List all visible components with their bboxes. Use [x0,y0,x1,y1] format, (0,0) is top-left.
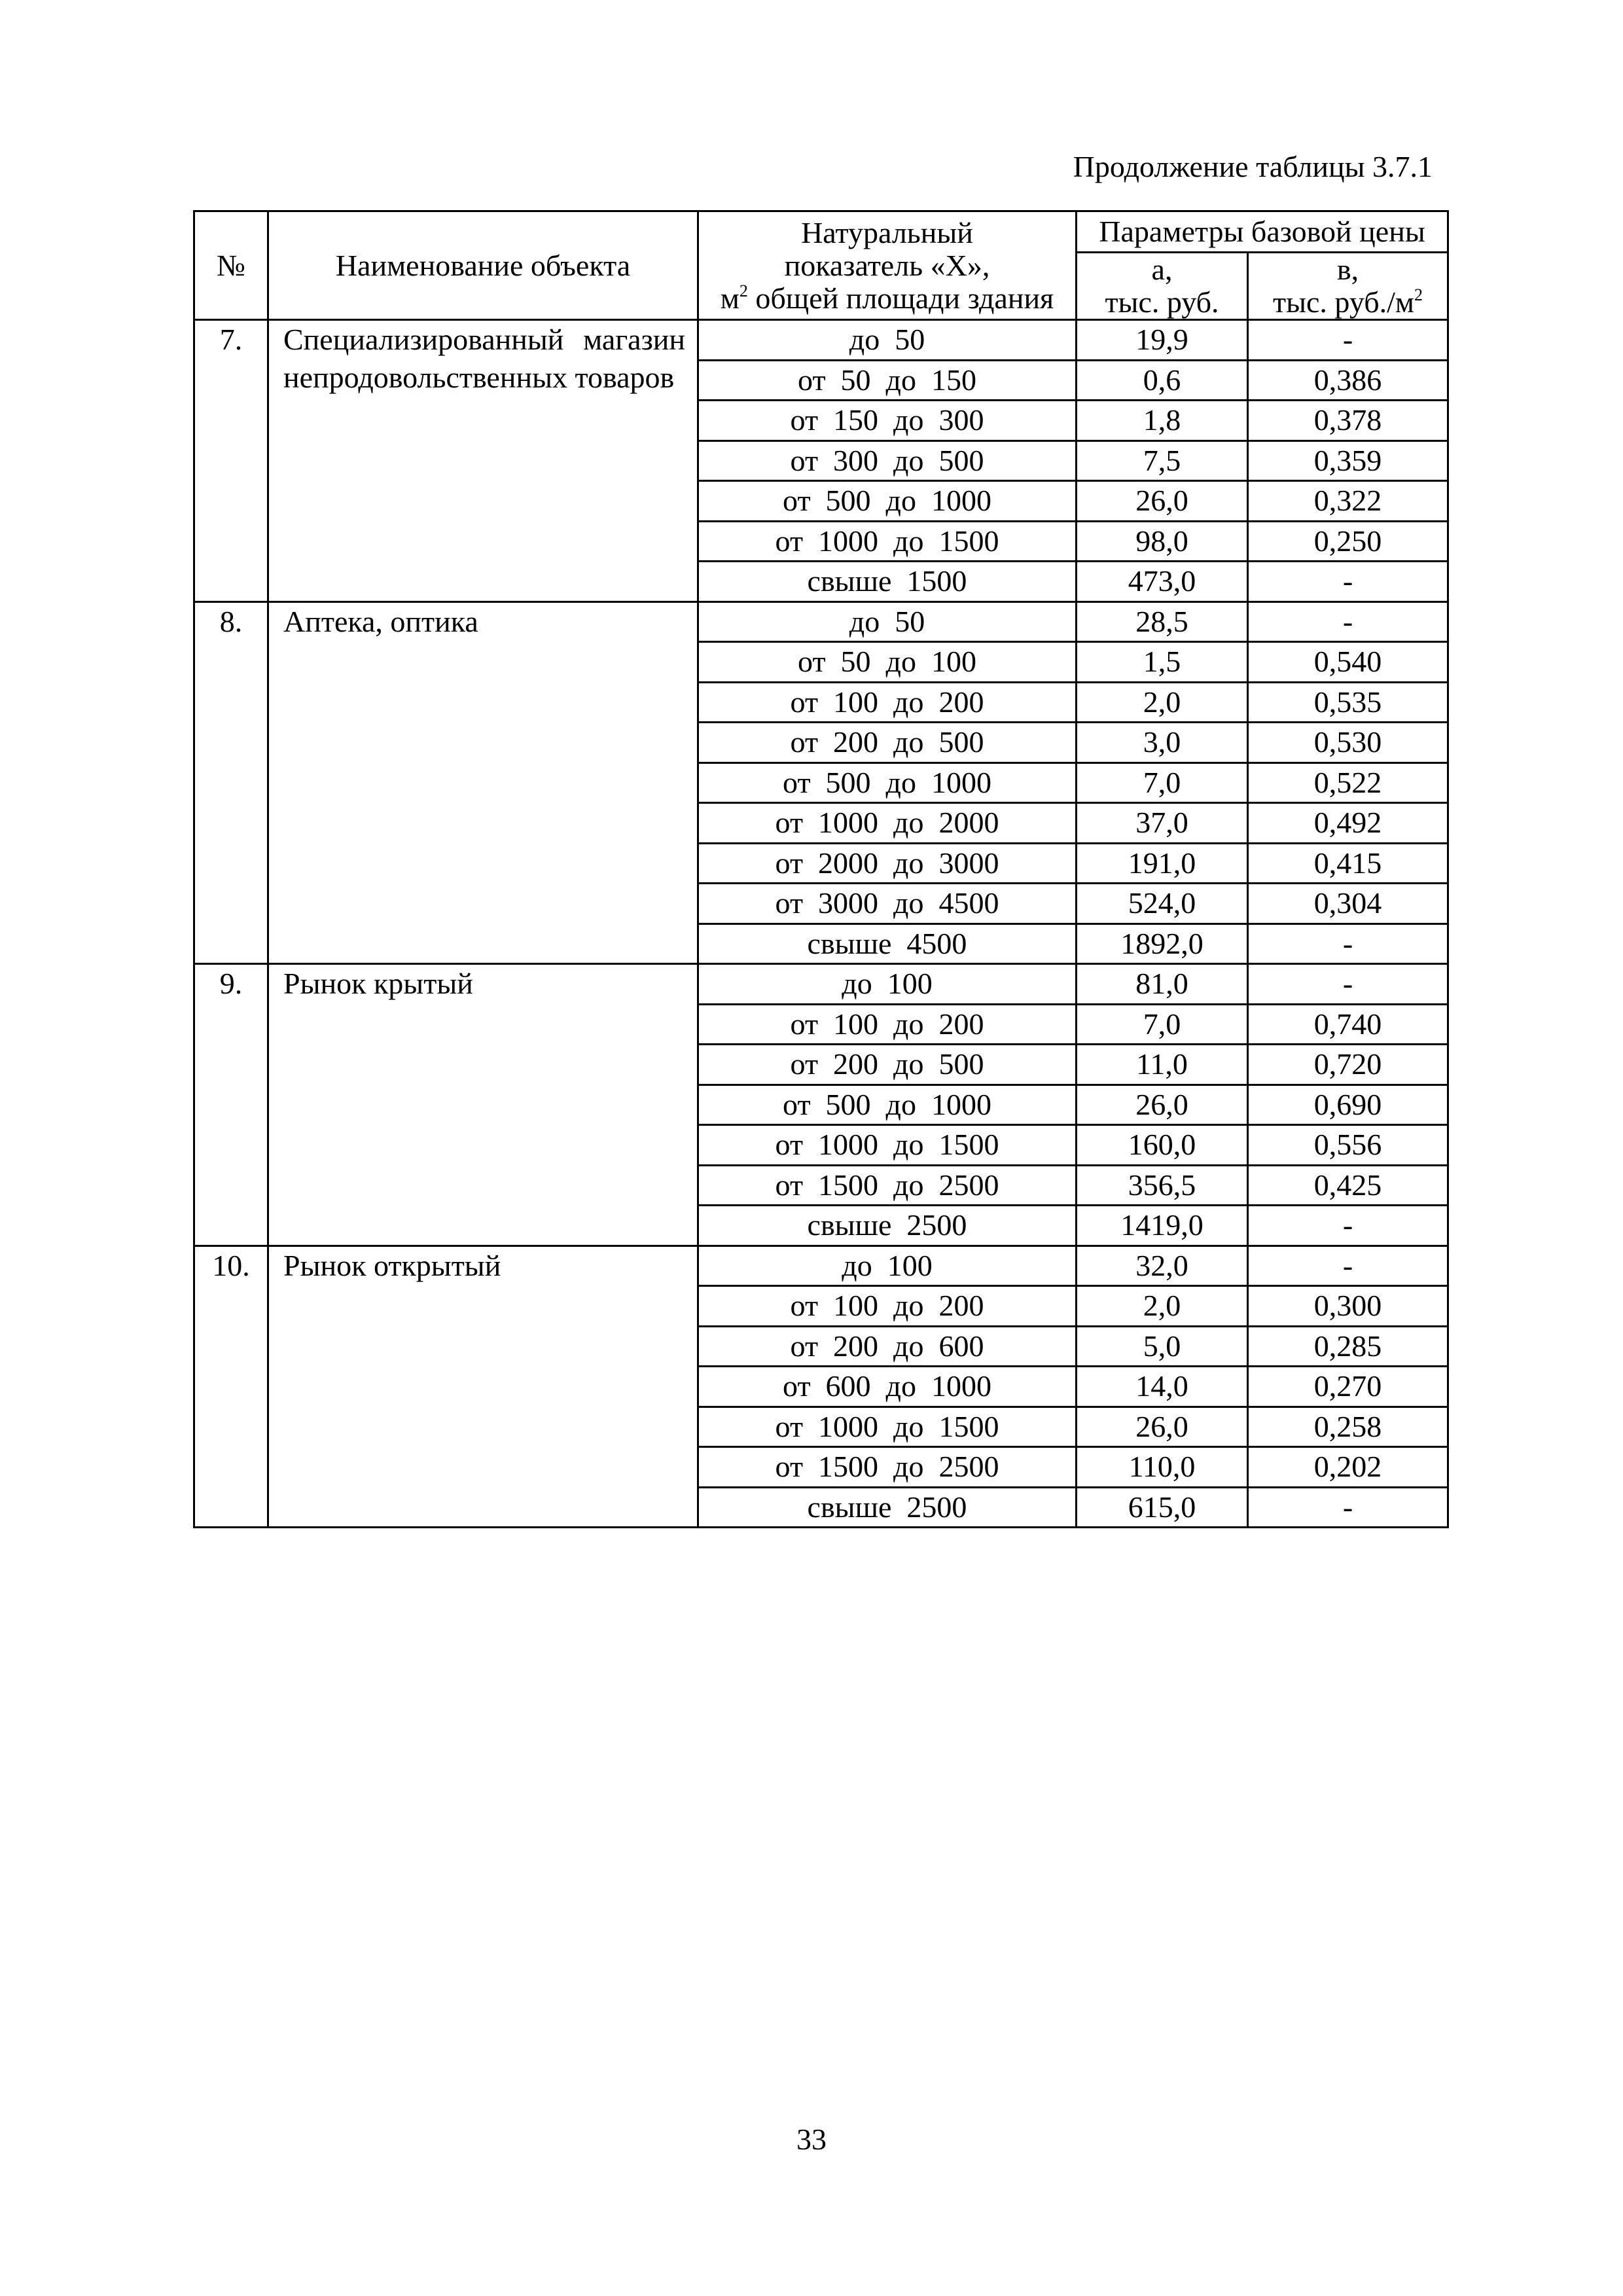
param-a-cell: 14,0 [1077,1367,1248,1407]
area-range-cell: до 50 [698,601,1077,642]
param-a-cell: 81,0 [1077,964,1248,1005]
param-b-cell: 0,359 [1248,440,1448,481]
param-a-cell: 5,0 [1077,1326,1248,1367]
param-a-cell: 1419,0 [1077,1206,1248,1246]
param-b-cell: 0,415 [1248,843,1448,884]
area-range-cell: до 50 [698,320,1077,361]
area-range-cell: свыше 1500 [698,562,1077,602]
param-b-cell: - [1248,601,1448,642]
group-number: 8. [194,601,268,964]
param-a-cell: 2,0 [1077,1286,1248,1327]
param-a-cell: 2,0 [1077,682,1248,723]
param-b-cell: 0,304 [1248,884,1448,924]
header-params: Параметры базовой цены [1077,211,1448,253]
param-b-cell: - [1248,924,1448,964]
price-table [193,210,1449,1528]
area-range-cell: до 100 [698,964,1077,1005]
param-a-cell: 7,0 [1077,1004,1248,1045]
area-range-cell: от 50 до 100 [698,642,1077,683]
header-indicator-line1: Натуральный [801,215,973,249]
table-row [194,964,1448,1005]
param-a-cell: 191,0 [1077,843,1248,884]
param-a-cell: 7,5 [1077,440,1248,481]
group-number: 10. [194,1246,268,1528]
area-range-cell: от 1000 до 1500 [698,1125,1077,1166]
header-a-line2: тыс. руб. [1105,285,1219,319]
param-a-cell: 356,5 [1077,1165,1248,1206]
param-a-cell: 3,0 [1077,723,1248,763]
param-b-cell: 0,556 [1248,1125,1448,1166]
param-b-cell: 0,522 [1248,762,1448,803]
area-range-cell: от 2000 до 3000 [698,843,1077,884]
param-b-cell: 0,258 [1248,1407,1448,1447]
area-range-cell: до 100 [698,1246,1077,1286]
param-b-cell: - [1248,1246,1448,1286]
param-a-cell: 11,0 [1077,1045,1248,1085]
area-range-cell: от 1000 до 1500 [698,1407,1077,1447]
param-b-cell: 0,322 [1248,481,1448,522]
param-a-cell: 615,0 [1077,1487,1248,1528]
table-row [194,320,1448,361]
area-range-cell: от 150 до 300 [698,401,1077,441]
header-indicator [698,211,1077,320]
param-b-cell: 0,720 [1248,1045,1448,1085]
param-a-cell: 26,0 [1077,1407,1248,1447]
area-range-cell: свыше 2500 [698,1206,1077,1246]
header-indicator-text: общей площади здания [747,281,1054,315]
table-caption: Продолжение таблицы 3.7.1 [1073,150,1433,183]
header-a-line1: а, [1151,253,1173,286]
header-indicator-sup: 2 [739,281,748,300]
header-name: Наименование объекта [268,211,698,320]
param-b-cell: 0,285 [1248,1326,1448,1367]
param-a-cell: 524,0 [1077,884,1248,924]
param-b-cell: 0,378 [1248,401,1448,441]
param-b-cell: 0,386 [1248,360,1448,401]
area-range-cell: от 1500 до 2500 [698,1447,1077,1488]
object-name: Аптека, оптика [268,601,698,964]
page-number: 33 [796,2123,827,2156]
area-range-cell: от 200 до 500 [698,1045,1077,1085]
area-range-cell: свыше 2500 [698,1487,1077,1528]
param-a-cell: 26,0 [1077,481,1248,522]
table-row [194,1246,1448,1286]
area-range-cell: от 600 до 1000 [698,1367,1077,1407]
area-range-cell: от 500 до 1000 [698,1085,1077,1125]
header-num: № [194,211,268,320]
header-b-unit: тыс. руб./м [1273,285,1415,319]
area-range-cell: от 500 до 1000 [698,481,1077,522]
area-range-cell: от 200 до 600 [698,1326,1077,1367]
header-indicator-line2: показатель «Х», [784,248,990,282]
param-b-cell: 0,690 [1248,1085,1448,1125]
area-range-cell: от 100 до 200 [698,1004,1077,1045]
area-range-cell: от 3000 до 4500 [698,884,1077,924]
area-range-cell: от 1000 до 1500 [698,521,1077,562]
area-range-cell: от 500 до 1000 [698,762,1077,803]
table-row [194,601,1448,642]
param-a-cell: 28,5 [1077,601,1248,642]
header-a [1077,253,1248,320]
param-a-cell: 1892,0 [1077,924,1248,964]
param-b-cell: 0,530 [1248,723,1448,763]
param-a-cell: 7,0 [1077,762,1248,803]
param-b-cell: - [1248,320,1448,361]
area-range-cell: от 50 до 150 [698,360,1077,401]
param-a-cell: 98,0 [1077,521,1248,562]
param-a-cell: 473,0 [1077,562,1248,602]
header-b-line2 [1249,286,1447,319]
area-range-cell: от 300 до 500 [698,440,1077,481]
param-b-cell: - [1248,1487,1448,1528]
param-a-cell: 32,0 [1077,1246,1248,1286]
group-number: 9. [194,964,268,1246]
param-a-cell: 37,0 [1077,803,1248,844]
area-range-cell: от 100 до 200 [698,1286,1077,1327]
param-a-cell: 1,5 [1077,642,1248,683]
param-a-cell: 0,6 [1077,360,1248,401]
param-a-cell: 160,0 [1077,1125,1248,1166]
area-range-cell: от 1000 до 2000 [698,803,1077,844]
object-name: Специализированный магазин непродовольственных товаров [268,320,698,602]
area-range-cell: от 200 до 500 [698,723,1077,763]
table-body [194,320,1448,1528]
header-indicator-line3 [699,282,1075,315]
header-b [1248,253,1448,320]
param-b-cell: 0,202 [1248,1447,1448,1488]
param-b-cell: 0,300 [1248,1286,1448,1327]
area-range-cell: от 1500 до 2500 [698,1165,1077,1206]
header-b-sup: 2 [1414,285,1423,304]
param-b-cell: 0,270 [1248,1367,1448,1407]
param-b-cell: 0,740 [1248,1004,1448,1045]
param-a-cell: 26,0 [1077,1085,1248,1125]
param-a-cell: 1,8 [1077,401,1248,441]
object-name: Рынок открытый [268,1246,698,1528]
param-b-cell: 0,425 [1248,1165,1448,1206]
header-indicator-unit: м [720,281,740,315]
group-number: 7. [194,320,268,602]
param-b-cell: - [1248,562,1448,602]
param-b-cell: 0,492 [1248,803,1448,844]
param-a-cell: 19,9 [1077,320,1248,361]
area-range-cell: свыше 4500 [698,924,1077,964]
param-b-cell: - [1248,964,1448,1005]
param-b-cell: 0,250 [1248,521,1448,562]
param-b-cell: 0,535 [1248,682,1448,723]
object-name: Рынок крытый [268,964,698,1246]
param-a-cell: 110,0 [1077,1447,1248,1488]
param-b-cell: 0,540 [1248,642,1448,683]
header-b-line1: в, [1336,253,1359,286]
param-b-cell: - [1248,1206,1448,1246]
area-range-cell: от 100 до 200 [698,682,1077,723]
